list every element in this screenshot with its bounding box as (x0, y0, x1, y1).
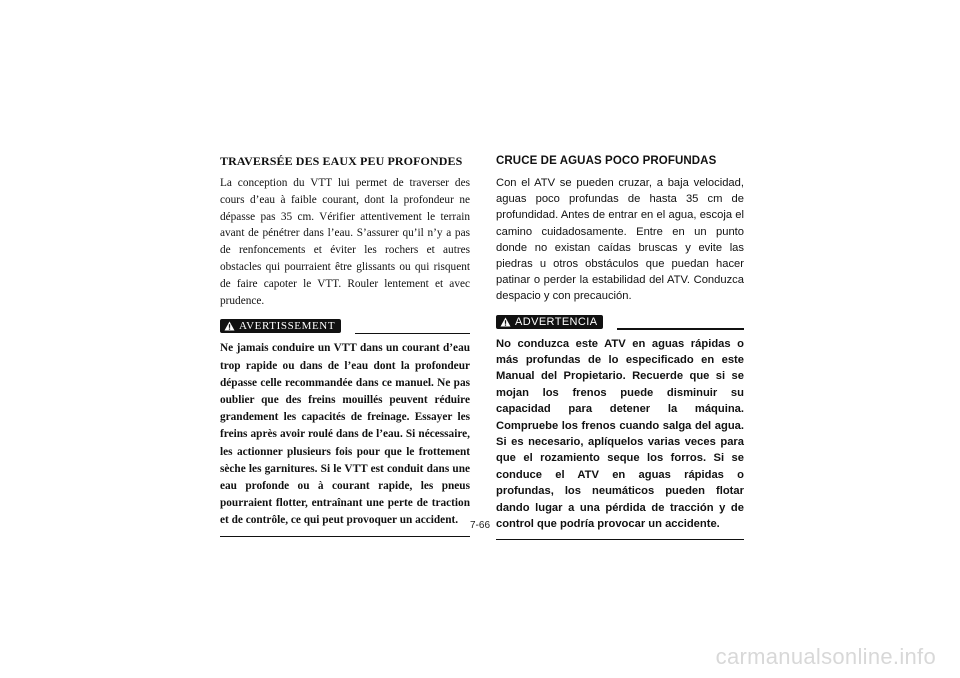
french-column (220, 154, 470, 537)
warning-label: ADVERTENCIA (515, 315, 598, 328)
watermark: carmanualsonline.info (715, 644, 936, 669)
section-body: La conception du VTT lui permet de traverser des cours d’eau à faible courant, dont la profondeur ne dépasse pas 35 cm. Vérifier attentivement le terrain avant de pénétrer dans l’eau. S’assurer qu’il n’y a pas de renfoncements et éviter les rochers et autres obstacles qui pourraient être glissants ou qui risquent de faire capoter le VTT. Rouler lentement et avec prudence. (220, 177, 470, 307)
warning-header (220, 318, 470, 334)
warning-badge (496, 315, 603, 329)
warning-label: AVERTISSEMENT (239, 320, 336, 333)
section-heading: TRAVERSÉE DES EAUX PEU PROFONDES (220, 154, 463, 168)
warning-badge (220, 319, 341, 333)
warning-bottom-rule (220, 536, 470, 538)
warning-text: No conduzca este ATV en aguas rápidas o más profundas de lo especificado en este Manual del Propietario. Recuerde que si se mojan los frenos puede disminuir su capacidad para detener la máquina. Compruebe los frenos cuando salga del agua. Si es necesario, aplíquelos varias veces para que el rozamiento seque los forros. Si se conduce el ATV en aguas rápidas o profundas, los neumáticos pueden flotar dando lugar a una pérdida de tracción y de control que podría provocar un accidente. (496, 337, 744, 531)
warning-triangle-icon (224, 321, 235, 331)
warning-bottom-rule (496, 539, 744, 541)
section-body: Con el ATV se pueden cruzar, a baja velocidad, aguas poco profundas de hasta 35 cm de profundidad. Antes de entrar en el agua, escoja el camino cuidadosamente. Entre en un punto donde no existan caídas bruscas y evite las piedras u otros obstáculos que puedan hacer patinar o perder la estabilidad del ATV. Conduzca despacio y con precaución. (496, 177, 744, 303)
warning-header (496, 314, 744, 330)
warning-top-rule (355, 333, 470, 335)
spanish-column (496, 154, 744, 540)
warning-top-rule (617, 328, 744, 330)
section-heading: CRUCE DE AGUAS POCO PROFUNDAS (496, 155, 717, 167)
warning-triangle-icon (500, 317, 511, 327)
page-number: 7-66 (469, 520, 490, 531)
warning-text: Ne jamais conduire un VTT dans un courant d’eau trop rapide ou dans de l’eau dont la profondeur dépasse celle recommandée dans ce manuel. Ne pas oublier que des freins mouillés peuvent réduire grandement les capacités de freinage. Essayer les freins après avoir roulé dans de l’eau. Si nécessaire, les actionner plusieurs fois pour que le frottement sèche les garnitures. Si le VTT est conduit dans une eau profonde ou à courant rapide, les pneus pourraient flotter, entraînant une perte de traction et de contrôle, ce qui peut provoquer un accident. (220, 342, 470, 527)
